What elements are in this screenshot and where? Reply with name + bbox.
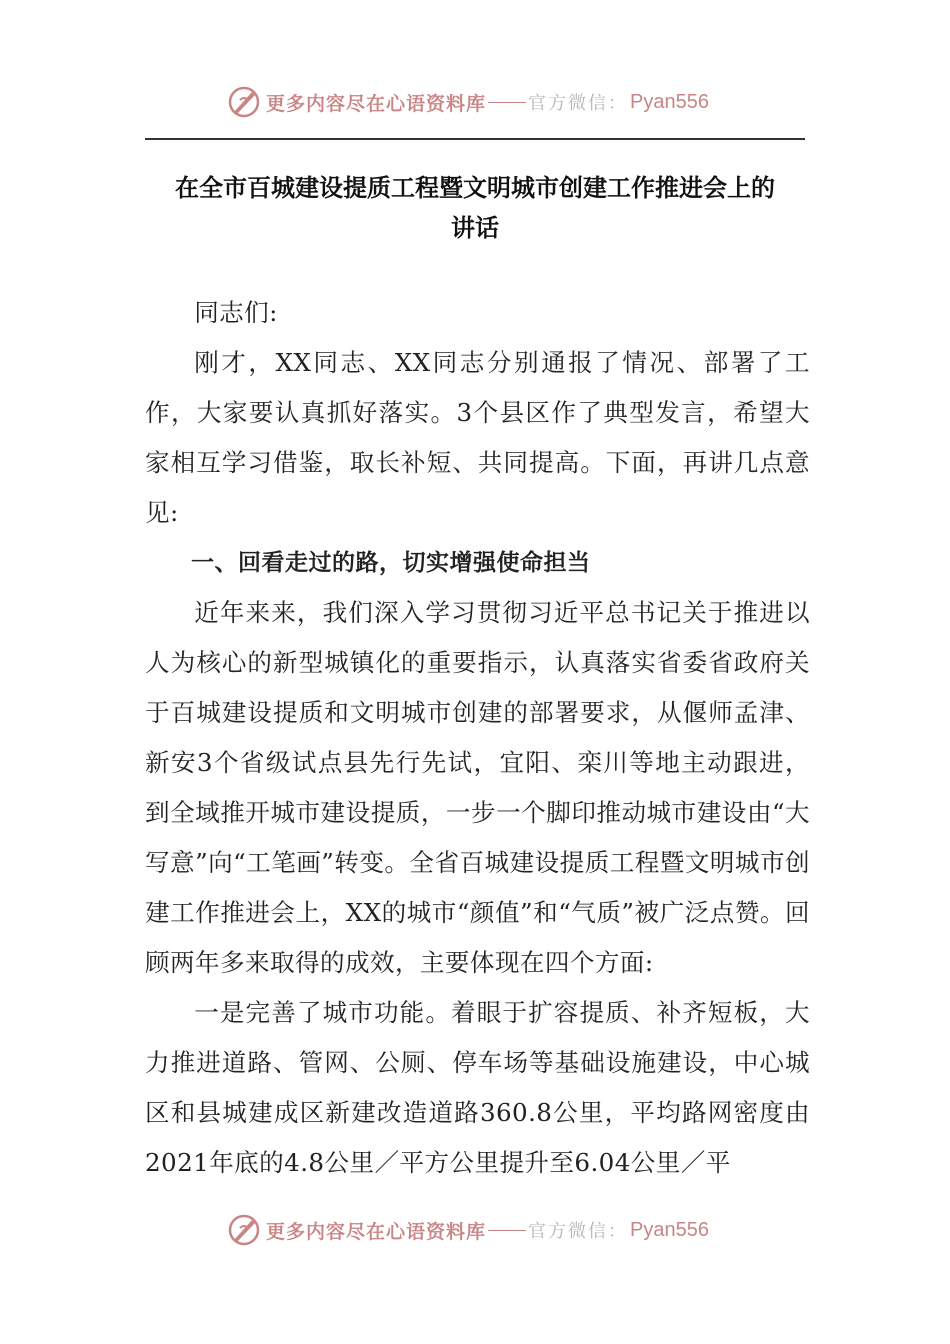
section-heading: 一、回看走过的路，切实增强使命担当 bbox=[191, 550, 591, 576]
banner-wechat-id: Pyan556 bbox=[630, 90, 709, 113]
document-body bbox=[145, 288, 810, 1188]
salutation: 同志们: bbox=[194, 298, 278, 327]
banner-dash bbox=[488, 102, 526, 103]
banner-dash bbox=[488, 1230, 526, 1231]
header-watermark-banner bbox=[226, 82, 709, 122]
title-line-2: 讲话 bbox=[451, 213, 499, 242]
pen-circle-logo-icon bbox=[226, 84, 262, 120]
banner-sub-text: 官方微信： bbox=[528, 1221, 629, 1242]
banner-wechat-id: Pyan556 bbox=[630, 1218, 709, 1241]
document-title bbox=[100, 168, 850, 248]
body-paragraph: 刚才，XX同志、XX同志分别通报了情况、部署了工作，大家要认真抓好落实。3个县区作了典型发言，希望大家相互学习借鉴，取长补短、共同提高。下面，再讲几点意见: bbox=[145, 348, 810, 527]
pen-circle-logo-icon bbox=[226, 1212, 262, 1248]
body-paragraph: 一是完善了城市功能。着眼于扩容提质、补齐短板，大力推进道路、管网、公厕、停车场等基础设施建设，中心城区和县城建成区新建改造道路360.8公里，平均路网密度由2021年底的4.8公里／平方公里提升至6.04公里／平 bbox=[145, 998, 810, 1177]
body-paragraph: 近年来来，我们深入学习贯彻习近平总书记关于推进以人为核心的新型城镇化的重要指示，认真落实省委省政府关于百城建设提质和文明城市创建的部署要求，从偃师孟津、新安3个省级试点县先行先试，宜阳、栾川等地主动跟进，到全域推开城市建设提质，一步一个脚印推动城市建设由“大写意”向“工笔画”转变。全省百城建设提质工程暨文明城市创建工作推进会上，XX的城市“颜值”和“气质”被广泛点赞。回顾两年多来取得的成效，主要体现在四个方面: bbox=[145, 598, 810, 977]
banner-main-text: 更多内容尽在心语资料库 bbox=[266, 92, 487, 115]
footer-watermark-banner bbox=[226, 1210, 709, 1250]
header-divider bbox=[145, 138, 805, 140]
banner-sub-text: 官方微信： bbox=[528, 93, 629, 114]
banner-main-text: 更多内容尽在心语资料库 bbox=[266, 1220, 487, 1243]
title-line-1: 在全市百城建设提质工程暨文明城市创建工作推进会上的 bbox=[175, 173, 775, 202]
